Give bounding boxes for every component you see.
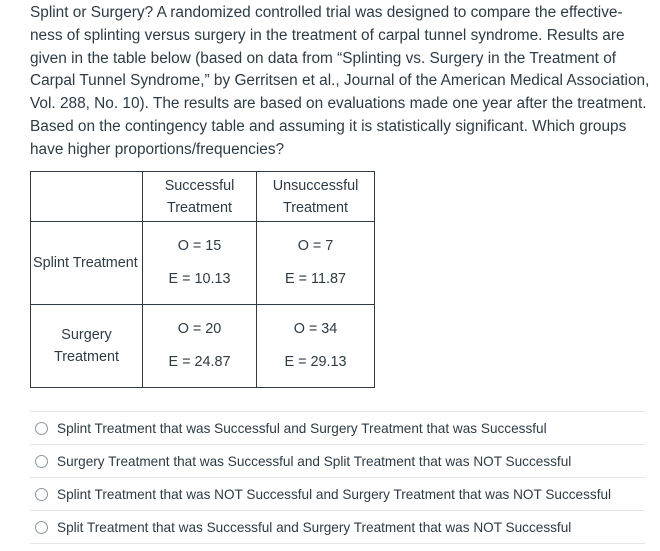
table-row-surgery	[31, 305, 375, 388]
answer-option[interactable]	[30, 444, 645, 477]
row-label-splint	[31, 222, 143, 305]
observed-value: O = 20	[177, 321, 222, 337]
radio-button[interactable]	[35, 488, 48, 501]
radio-button[interactable]	[35, 422, 48, 435]
cell-surgery-unsuccessful	[257, 305, 375, 388]
col-header-line2: Treatment	[166, 199, 233, 216]
col-header-unsuccessful	[257, 172, 375, 222]
question-text: Splint or Surgery? A randomized controlled trial was designed to compare the effective-ness of splinting versus surgery in the treatment of carpal tunnel syndrome. Results are given in the table below (based on data from “Splinting vs. Surgery in the Treatment of Carpal Tunnel Syndrome,” by Gerritsen et al., Journal of the American Medical Association, Vol. 288, No. 10). The results are based on evaluations made one year after the treatment. Based on the contingency table and assuming it is statistically significant. Which groups have higher proportions/frequencies?	[30, 4, 650, 158]
answer-option-label[interactable]: Split Treatment that was Successful and Surgery Treatment that was NOT Successful	[57, 519, 572, 535]
answer-option-label[interactable]: Splint Treatment that was Successful and Surgery Treatment that was Successful	[57, 420, 547, 436]
row-label-surgery	[31, 305, 143, 388]
cell-splint-unsuccessful	[257, 222, 375, 305]
expected-value: E = 24.87	[168, 354, 231, 370]
cell-splint-successful	[143, 222, 257, 305]
expected-value: E = 11.87	[285, 271, 346, 287]
expected-value: E = 29.13	[284, 354, 347, 370]
answer-option[interactable]	[30, 411, 645, 444]
expected-value: E = 10.13	[168, 271, 231, 287]
col-header-line1: Successful	[164, 177, 235, 194]
observed-value: O = 7	[297, 238, 334, 254]
radio-button[interactable]	[35, 455, 48, 468]
answer-option[interactable]	[30, 477, 645, 510]
row-label-text: Splint Treatment	[33, 255, 138, 271]
answer-options	[30, 411, 645, 544]
radio-button[interactable]	[35, 521, 48, 534]
table-header-row	[31, 172, 375, 222]
table-row-splint	[31, 222, 375, 305]
table-corner-cell	[31, 172, 143, 222]
observed-value: O = 15	[177, 238, 222, 254]
row-label-line1: Surgery	[61, 327, 112, 343]
col-header-successful	[143, 172, 257, 222]
col-header-line1: Unsuccessful	[272, 177, 359, 194]
answer-option-label[interactable]: Surgery Treatment that was Successful and Split Treatment that was NOT Successful	[57, 453, 572, 469]
answer-option-label[interactable]: Splint Treatment that was NOT Successful and Surgery Treatment that was NOT Successful	[57, 486, 612, 502]
observed-value: O = 34	[293, 321, 338, 337]
cell-surgery-successful	[143, 305, 257, 388]
answer-option[interactable]	[30, 510, 645, 544]
col-header-line2: Treatment	[282, 199, 349, 216]
contingency-table	[30, 171, 375, 388]
row-label-line2: Treatment	[53, 349, 120, 365]
